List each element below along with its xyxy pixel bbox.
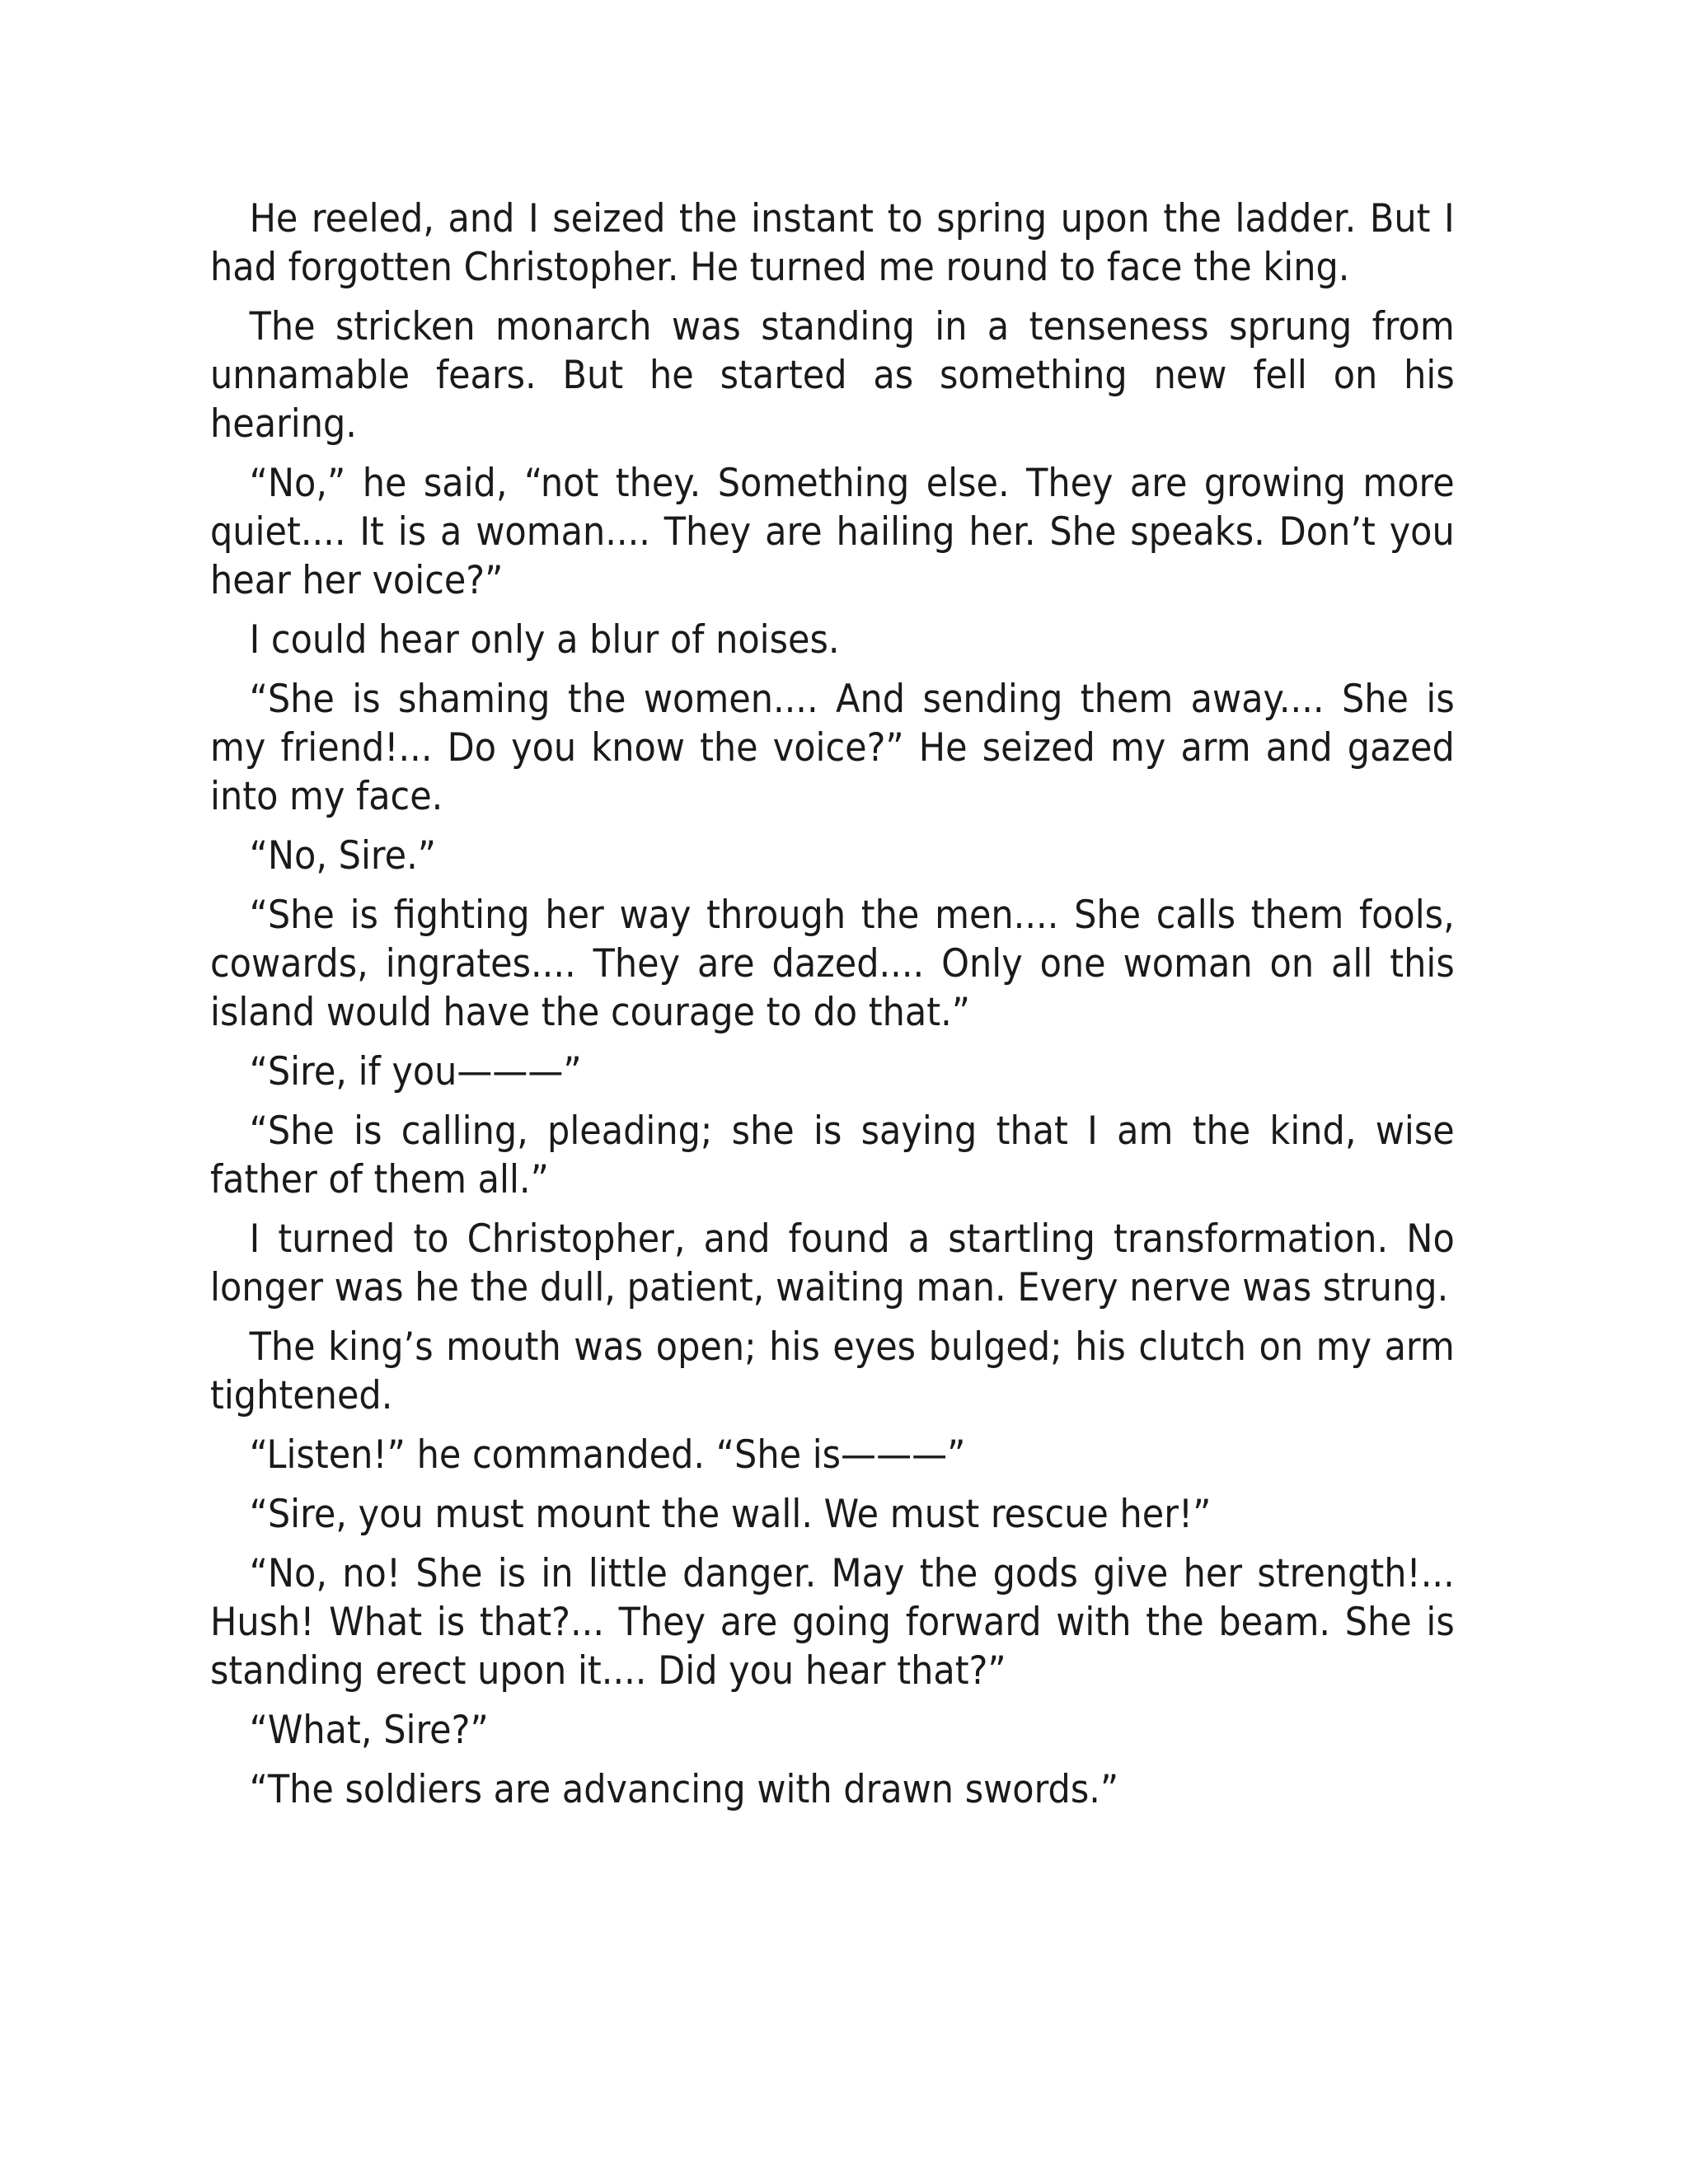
paragraph: I could hear only a blur of noises. [249, 617, 840, 663]
book-page-text [210, 194, 1455, 1825]
paragraph: “No,” he said, “not they. Something else. They are growing more quiet.... It is a woman.... They are hailing her. She speaks. Don’t you hear her voice?” [210, 461, 1455, 603]
paragraph: “She is calling, pleading; she is saying that I am the kind, wise father of them all.” [210, 1108, 1455, 1202]
paragraph: “The soldiers are advancing with drawn swords.” [249, 1767, 1119, 1812]
paragraph: I turned to Christopher, and found a startling transformation. No longer was he the dull, patient, waiting man. Every nerve was strung. [210, 1216, 1455, 1310]
paragraph: “Listen!” he commanded. “She is———” [249, 1432, 966, 1478]
paragraph: “What, Sire?” [249, 1708, 489, 1753]
paragraph: The stricken monarch was standing in a tenseness sprung from unnamable fears. But he started as something new fell on his hearing. [210, 304, 1455, 447]
paragraph: He reeled, and I seized the instant to spring upon the ladder. But I had forgotten Christopher. He turned me round to face the king. [210, 196, 1455, 290]
paragraph: “No, no! She is in little danger. May the gods give her strength!... Hush! What is that?... They are going forward with the beam. She is standing erect upon it.... Did you hear that?” [210, 1551, 1455, 1694]
paragraph: “Sire, you must mount the wall. We must rescue her!” [249, 1492, 1212, 1537]
paragraph: “Sire, if you———” [249, 1049, 582, 1094]
paragraph: “She is fighting her way through the men.... She calls them fools, cowards, ingrates.... They are dazed.... Only one woman on all this island would have the courage to do that.” [210, 893, 1455, 1035]
paragraph: The king’s mouth was open; his eyes bulged; his clutch on my arm tightened. [210, 1324, 1455, 1418]
paragraph: “She is shaming the women.... And sending them away.... She is my friend!... Do you know the voice?” He seized my arm and gazed into my face. [210, 677, 1455, 819]
paragraph: “No, Sire.” [249, 833, 437, 879]
